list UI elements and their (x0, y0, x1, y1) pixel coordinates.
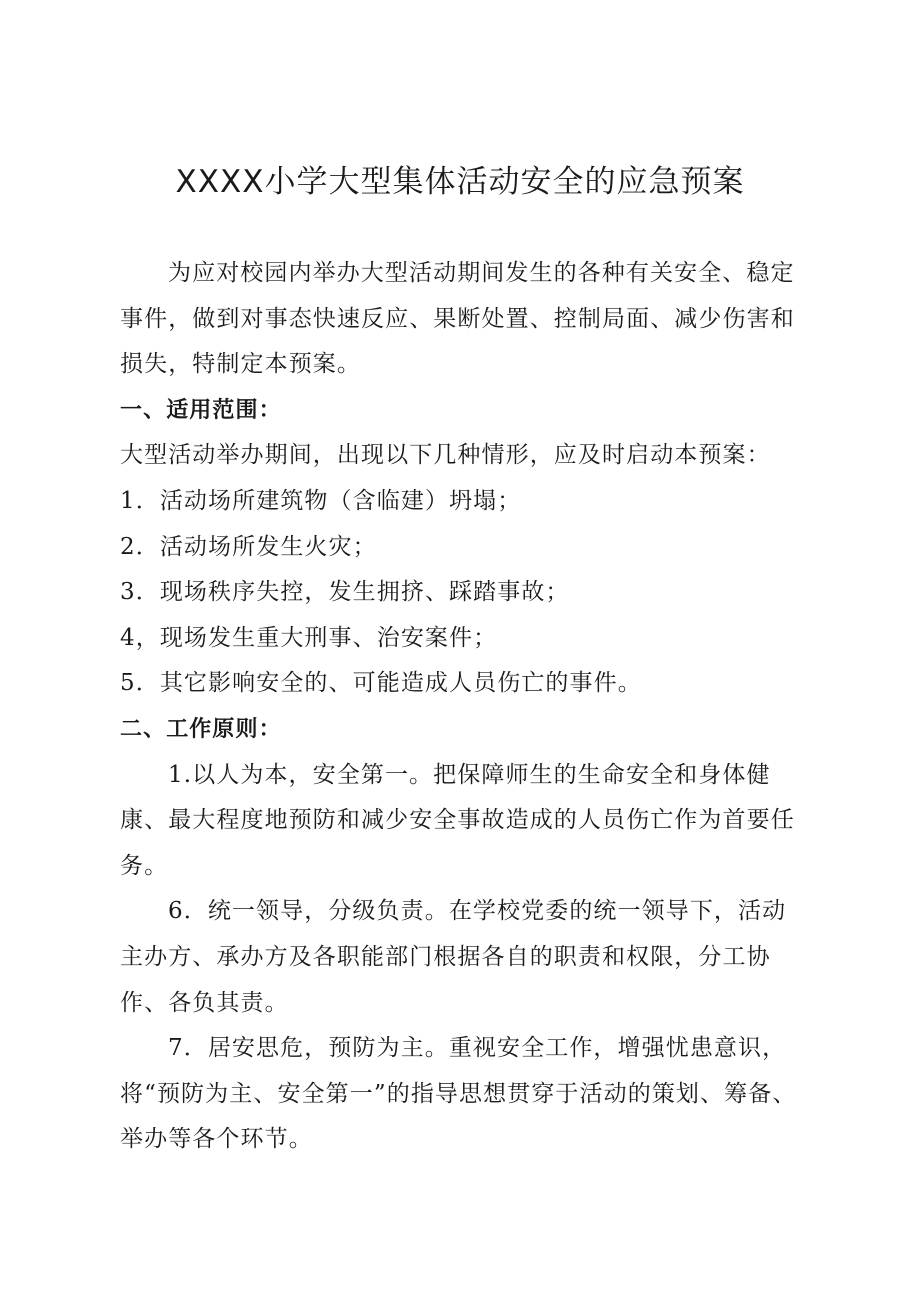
principle-paragraph: 1.以人为本，安全第一。把保障师生的生命安全和身体健康、最大程度地预防和减少安全事故造成的人员伤亡作为首要任务。 (120, 761, 795, 879)
section-heading-principles: 二、工作原则： (120, 716, 282, 742)
section-heading-scope: 一、适用范围： (120, 397, 282, 423)
scope-list-item: 2．活动场所发生火灾； (120, 533, 377, 560)
principle-paragraph: 6．统一领导，分级负责。在学校党委的统一领导下，活动主办方、承办方及各职能部门根据各自的职责和权限，分工协作、各负其责。 (120, 898, 787, 1016)
intro-paragraph: 为应对校园内举办大型活动期间发生的各种有关安全、稳定事件，做到对事态快速反应、果断处置、控制局面、减少伤害和损失，特制定本预案。 (120, 260, 795, 378)
scope-list-item: 5．其它影响安全的、可能造成人员伤亡的事件。 (120, 670, 642, 697)
principle-paragraph: 7．居安思危，预防为主。重视安全工作，增强忧患意识，将“预防为主、安全第一”的指导思想贯穿于活动的策划、筹备、举办等各个环节。 (120, 1035, 797, 1153)
document-body (120, 251, 808, 1163)
document-title: XXXX小学大型集体活动安全的应急预案 (175, 164, 745, 200)
scope-list-item: 3．现场秩序失控，发生拥挤、踩踏事故； (120, 579, 570, 606)
scope-lead-paragraph: 大型活动举办期间，出现以下几种情形，应及时启动本预案： (120, 442, 771, 469)
scope-list-item: 4，现场发生重大刑事、治安案件； (120, 624, 498, 651)
scope-list-item: 1．活动场所建筑物（含临建）坍塌； (120, 487, 522, 514)
